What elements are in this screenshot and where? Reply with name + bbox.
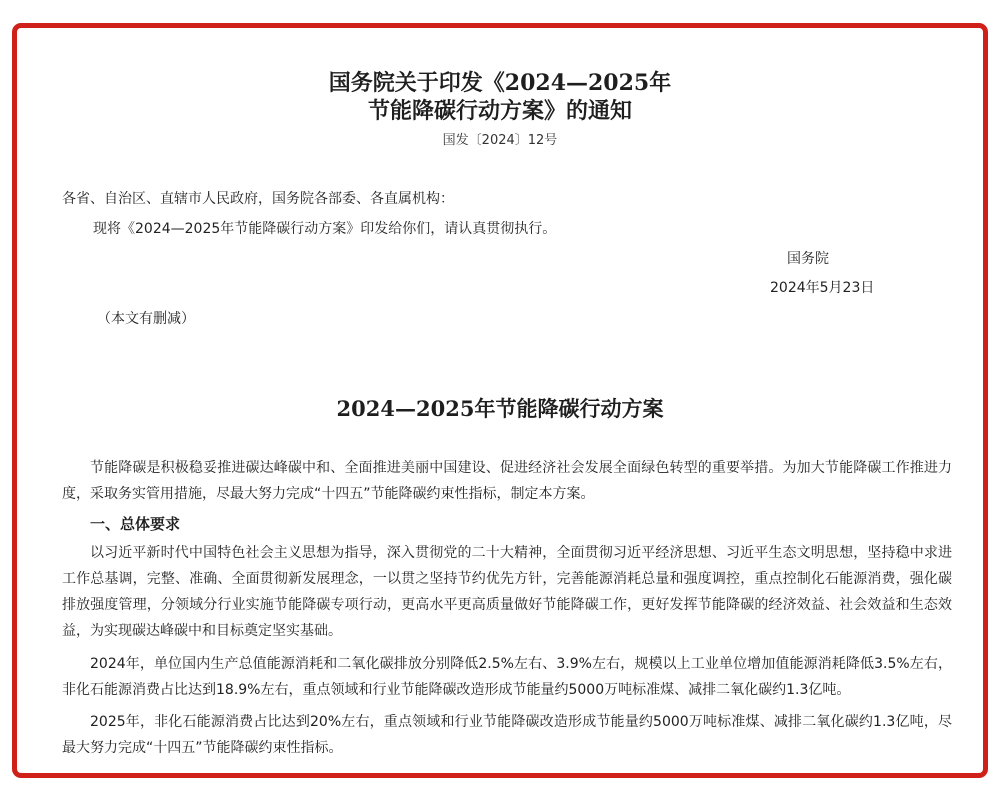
notice-title-line-1: 国务院关于印发《2024—2025年	[328, 70, 672, 96]
notice-body: 现将《2024—2025年节能降碳行动方案》印发给你们，请认真贯彻执行。	[93, 221, 557, 237]
notice-title-line-2: 节能降碳行动方案》的通知	[367, 98, 632, 124]
document-frame	[12, 23, 988, 778]
target-2024-paragraph: 2024年，单位国内生产总值能源消耗和二氧化碳排放分别降低2.5%左右、3.9%左右，规模以上工业单位增加值能源消耗降低3.5%左右，非化石能源消费占比达到18.9%左右，重点领域和行业节能降碳改造形成节能量约5000万吨标准煤、减排二氧化碳约1.3亿吨。	[62, 656, 952, 698]
guideline-paragraph: 以习近平新时代中国特色社会主义思想为指导，深入贯彻党的二十大精神，全面贯彻习近平经济思想、习近平生态文明思想，坚持稳中求进工作总基调，完整、准确、全面贯彻新发展理念，一以贯之坚持节约优先方针，完善能源消耗总量和强度调控，重点控制化石能源消费，强化碳排放强度管理，分领域分行业实施节能降碳专项行动，更高水平更高质量做好节能降碳工作，更好发挥节能降碳的经济效益、社会效益和生态效益，为实现碳达峰碳中和目标奠定坚实基础。	[62, 545, 952, 639]
plan-title: 2024—2025年节能降碳行动方案	[336, 396, 664, 421]
notice-issuer: 国务院	[787, 251, 829, 267]
document-number: 国发〔2024〕12号	[442, 133, 558, 148]
notice-addressee: 各省、自治区、直辖市人民政府，国务院各部委、各直属机构：	[62, 191, 454, 207]
abridged-note: （本文有删减）	[97, 311, 195, 327]
target-2025-paragraph: 2025年，非化石能源消费占比达到20%左右，重点领域和行业节能降碳改造形成节能量约5000万吨标准煤、减排二氧化碳约1.3亿吨，尽最大努力完成“十四五”节能降碳约束性指标。	[62, 714, 952, 756]
notice-date: 2024年5月23日	[770, 280, 875, 296]
plan-intro-paragraph: 节能降碳是积极稳妥推进碳达峰碳中和、全面推进美丽中国建设、促进经济社会发展全面绿色转型的重要举措。为加大节能降碳工作推进力度，采取务实管用措施，尽最大努力完成“十四五”节能降碳约束性指标，制定本方案。	[62, 460, 952, 502]
section-heading-general-requirements: 一、总体要求	[90, 515, 181, 533]
